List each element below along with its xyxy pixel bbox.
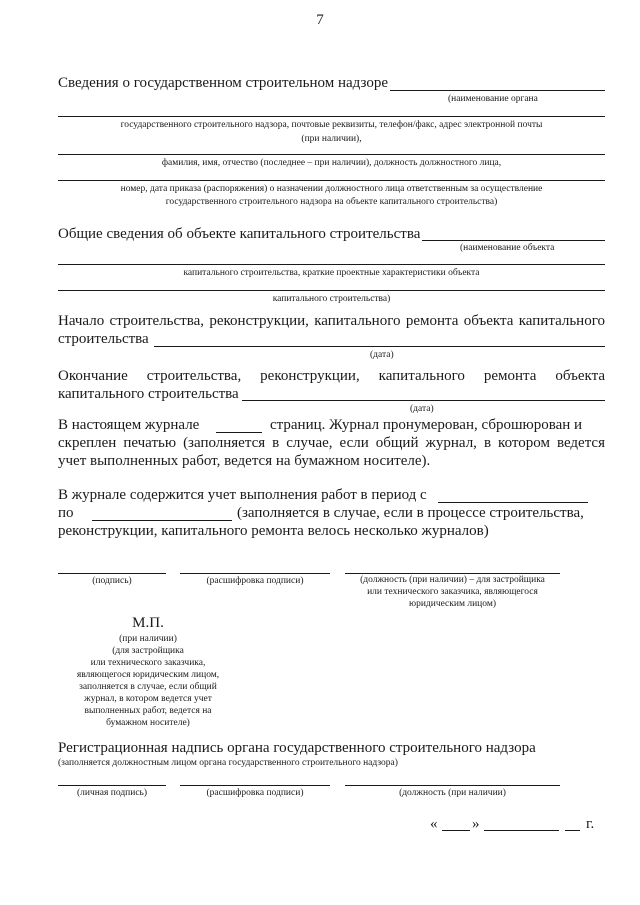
position-line[interactable] xyxy=(345,573,560,574)
journal-period-line-3: реконструкции, капитального ремонта велось несколько журналов) xyxy=(58,523,489,539)
supervision-title: Сведения о государственном строительном надзоре xyxy=(58,75,388,91)
seal-line-3: или технического заказчика, xyxy=(90,658,206,668)
supervision-hint-4: фамилия, имя, отчество (последнее – при наличии), должность должностного лица, xyxy=(161,158,502,168)
end-line-2: капитального строительства xyxy=(58,386,239,402)
object-fill-line-1[interactable] xyxy=(422,240,605,241)
seal-line-5: заполняется в случае, если общий xyxy=(79,682,217,692)
end-hint: (дата) xyxy=(410,404,434,414)
signature2-decode-line[interactable] xyxy=(180,785,330,786)
object-fill-line-2[interactable] xyxy=(58,264,605,265)
signature2-decode-hint: (расшифровка подписи) xyxy=(206,788,304,798)
journal-pages-part-1: В настоящем журнале xyxy=(58,417,200,433)
personal-signature-hint: (личная подпись) xyxy=(76,788,148,798)
seal-line-1: (при наличии) xyxy=(119,634,177,644)
position-hint-2: или технического заказчика, являющегося xyxy=(367,587,538,597)
position-hint-1: (должность (при наличии) – для застройщика xyxy=(360,575,545,585)
start-hint: (дата) xyxy=(370,350,394,360)
supervision-fill-line-1[interactable] xyxy=(390,90,605,91)
seal-line-6: журнал, в котором ведется учет xyxy=(84,694,212,704)
supervision-fill-line-2[interactable] xyxy=(58,116,605,117)
period-to-line[interactable] xyxy=(92,520,232,521)
object-hint-2: капитального строительства, краткие проектные характеристики объекта xyxy=(183,268,480,278)
supervision-hint-6: государственного строительного надзора на объекте капитального строительства) xyxy=(165,197,498,207)
supervision-fill-line-3[interactable] xyxy=(58,154,605,155)
end-line-1: Окончание строительства, реконструкции, капитального ремонта объекта xyxy=(58,368,605,384)
position-hint-3: юридическим лицом) xyxy=(408,599,497,609)
journal-period-po: по xyxy=(58,505,74,521)
journal-pages-count-line[interactable] xyxy=(216,432,262,433)
supervision-fill-line-4[interactable] xyxy=(58,180,605,181)
start-date-line[interactable] xyxy=(154,346,605,347)
period-from-line[interactable] xyxy=(438,502,588,503)
object-hint-1: (наименование объекта xyxy=(460,243,555,253)
page-number: 7 xyxy=(316,12,324,28)
date-year-suffix: г. xyxy=(586,816,595,832)
registration-hint: (заполняется должностным лицом органа государственного строительного надзора) xyxy=(58,758,398,768)
personal-signature-line[interactable] xyxy=(58,785,166,786)
signature-line[interactable] xyxy=(58,573,166,574)
end-date-line[interactable] xyxy=(242,400,605,401)
seal-line-2: (для застройщика xyxy=(112,646,184,656)
date-month-line[interactable] xyxy=(484,830,559,831)
date-open-quote: « xyxy=(430,816,438,832)
signature-decode-line[interactable] xyxy=(180,573,330,574)
start-line-1: Начало строительства, реконструкции, капитального ремонта объекта капитального xyxy=(58,313,605,329)
seal-line-4: являющегося юридическим лицом, xyxy=(76,670,220,680)
journal-pages-line-2: скреплен печатью (заполняется в случае, если общий журнал, в котором ведется xyxy=(58,435,605,451)
supervision-hint-2: государственного строительного надзора, почтовые реквизиты, телефон/факс, адрес электронной почты xyxy=(120,120,543,130)
signature-hint: (подпись) xyxy=(92,576,132,586)
position2-line[interactable] xyxy=(345,785,560,786)
supervision-hint-5: номер, дата приказа (распоряжения) о назначении должностного лица ответственным за осуществление xyxy=(120,184,543,194)
journal-period-rest: (заполняется в случае, если в процессе строительства, xyxy=(237,505,584,521)
journal-period-line-1: В журнале содержится учет выполнения работ в период с xyxy=(58,487,427,503)
object-fill-line-3[interactable] xyxy=(58,290,605,291)
seal-line-7: выполненных работ, ведется на xyxy=(84,706,212,716)
supervision-hint-1: (наименование органа xyxy=(448,94,538,104)
start-line-2: строительства xyxy=(58,331,149,347)
position2-hint: (должность (при наличии) xyxy=(399,788,506,798)
seal-line-8: бумажном носителе) xyxy=(106,718,190,728)
date-close-quote: » xyxy=(472,816,480,832)
journal-pages-line-3: учет выполненных работ, ведется на бумажном носителе). xyxy=(58,453,431,469)
date-year-line[interactable] xyxy=(565,830,580,831)
object-hint-3: капитального строительства) xyxy=(272,294,391,304)
date-day-line[interactable] xyxy=(442,830,470,831)
journal-pages-part-2: страниц. Журнал пронумерован, сброшюрован и xyxy=(270,417,583,433)
seal-title: М.П. xyxy=(132,615,164,631)
signature-decode-hint: (расшифровка подписи) xyxy=(206,576,304,586)
registration-title: Регистрационная надпись органа государственного строительного надзора xyxy=(58,740,536,756)
supervision-hint-3: (при наличии), xyxy=(301,134,362,144)
object-info-title: Общие сведения об объекте капитального строительства xyxy=(58,226,421,242)
